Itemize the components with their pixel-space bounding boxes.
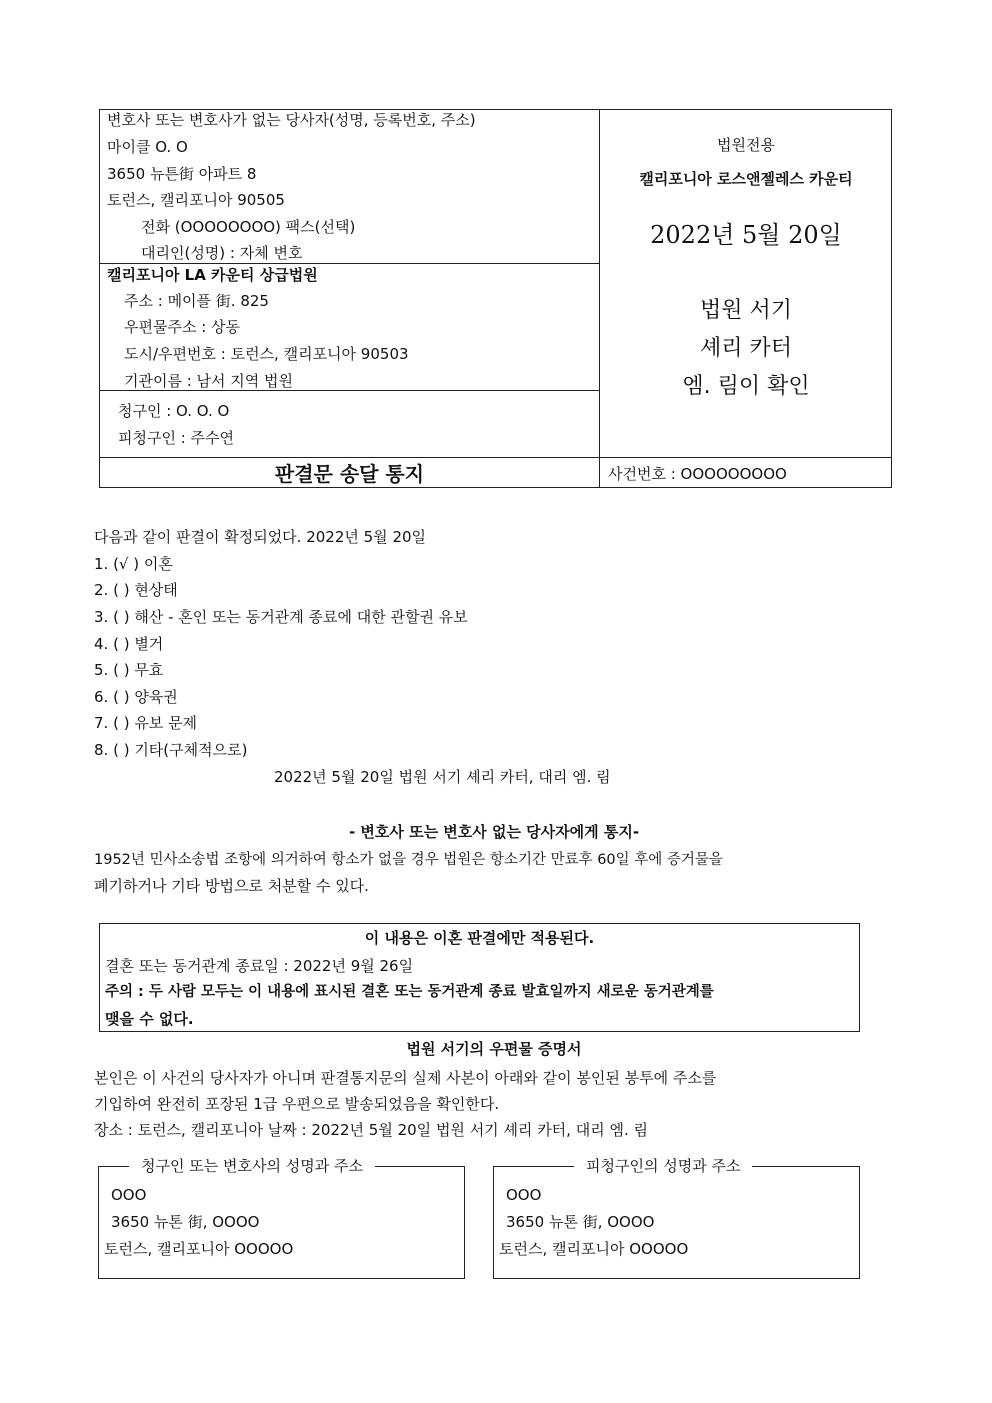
judgment-intro: 다음과 같이 판결이 확정되었다. 2022년 5월 20일 [94, 528, 427, 546]
relationship-end-date: 결혼 또는 동거관계 종료일 : 2022년 9월 26일 [105, 957, 414, 975]
respondent-address-legend: 피청구인의 성명과 주소 [574, 1156, 752, 1176]
judgment-item: 2. ( ) 현상태 [94, 581, 178, 599]
petitioner-street: 3650 뉴톤 街, OOOO [111, 1213, 260, 1231]
petitioner: 청구인 : O. O. O [118, 402, 230, 420]
county-name: 캘리포니아 로스앤젤레스 카운티 [639, 170, 853, 188]
party-address-city: 토런스, 캘리포니아 90505 [107, 191, 285, 209]
clerk-title: 법원 서기 [699, 298, 792, 323]
certificate-place-date: 장소 : 토런스, 캘리포니아 날짜 : 2022년 5월 20일 법원 서기 셰리 카터, 대리 엠. 림 [94, 1121, 648, 1139]
judgment-item: 8. ( ) 기타(구체적으로) [94, 741, 248, 759]
party-name: 마이클 O. O [107, 138, 188, 156]
party-address-street: 3650 뉴튼街 아파트 8 [107, 165, 257, 183]
filed-date: 2022년 5월 20일 [650, 221, 842, 249]
petitioner-address-box [98, 1157, 465, 1279]
notice-title: - 변호사 또는 변호사 없는 당사자에게 통지- [348, 823, 640, 841]
certificate-line2: 기입하여 완전히 포장된 1급 우편으로 발송되었음을 확인한다. [94, 1095, 500, 1113]
judgment-item: 1. (√ ) 이혼 [94, 555, 173, 573]
notice-text-line1: 1952년 민사소송법 조항에 의거하여 항소가 없을 경우 법원은 항소기간 만료후 60일 후에 증거물을 [94, 852, 723, 868]
petitioner-address-legend: 청구인 또는 변호사의 성명과 주소 [129, 1156, 375, 1176]
judgment-item: 5. ( ) 무효 [94, 661, 164, 679]
court-city-zip: 도시/우편번호 : 토런스, 캘리포니아 90503 [124, 345, 409, 363]
court-mail-address: 우편물주소 : 상동 [124, 318, 241, 336]
judgment-item: 3. ( ) 해산 - 혼인 또는 동거관계 종료에 대한 관할권 유보 [94, 608, 468, 626]
court-use-label: 법원전용 [717, 136, 775, 154]
petitioner-city: 토런스, 캘리포니아 OOOOO [104, 1240, 294, 1258]
court-branch: 기관이름 : 남서 지역 법원 [124, 372, 294, 390]
judgment-signoff: 2022년 5월 20일 법원 서기 셰리 카터, 대리 엠. 림 [274, 768, 611, 786]
warning-line1: 주의 : 두 사람 모두는 이 내용에 표시된 결혼 또는 동거관계 종료 발효일까지 새로운 동거관계를 [105, 984, 714, 1000]
respondent-address-box [493, 1157, 860, 1279]
header-divider-3 [100, 457, 892, 458]
header-divider-1 [100, 263, 599, 264]
respondent-street: 3650 뉴톤 街, OOOO [506, 1213, 655, 1231]
judgment-item: 7. ( ) 유보 문제 [94, 714, 198, 732]
party-phone: 전화 (OOOOOOOO) 팩스(선택) [141, 218, 356, 236]
court-address: 주소 : 메이플 街. 825 [124, 292, 269, 310]
deputy-confirmation: 엠. 림이 확인 [682, 374, 810, 399]
respondent-city: 토런스, 캘리포니아 OOOOO [499, 1240, 689, 1258]
notice-text-line2: 폐기하거나 기타 방법으로 처분할 수 있다. [94, 877, 369, 895]
case-header-table [99, 109, 892, 488]
respondent: 피청구인 : 주수연 [118, 429, 235, 447]
clerk-name: 셰리 카터 [699, 336, 792, 361]
petitioner-name: OOO [111, 1186, 147, 1204]
respondent-name: OOO [506, 1186, 542, 1204]
judgment-item: 4. ( ) 별거 [94, 635, 164, 653]
case-number: 사건번호 : OOOOOOOOO [608, 465, 787, 483]
document-title: 판결문 송달 통지 [274, 462, 425, 486]
certificate-title: 법원 서기의 우편물 증명서 [406, 1040, 582, 1058]
judgment-item: 6. ( ) 양육권 [94, 688, 178, 706]
divorce-box-title: 이 내용은 이혼 판결에만 적용된다. [364, 929, 595, 947]
warning-line2: 맺을 수 없다. [105, 1010, 194, 1028]
party-agent: 대리인(성명) : 자체 변호 [141, 244, 303, 262]
certificate-line1: 본인은 이 사건의 당사자가 아니며 판결통지문의 실제 사본이 아래와 같이 봉인된 봉투에 주소를 [94, 1069, 717, 1087]
divorce-notice-box [99, 923, 860, 1032]
court-name: 캘리포니아 LA 카운티 상급법원 [107, 266, 318, 284]
party-label: 변호사 또는 변호사가 없는 당사자(성명, 등록번호, 주소) [107, 111, 476, 129]
